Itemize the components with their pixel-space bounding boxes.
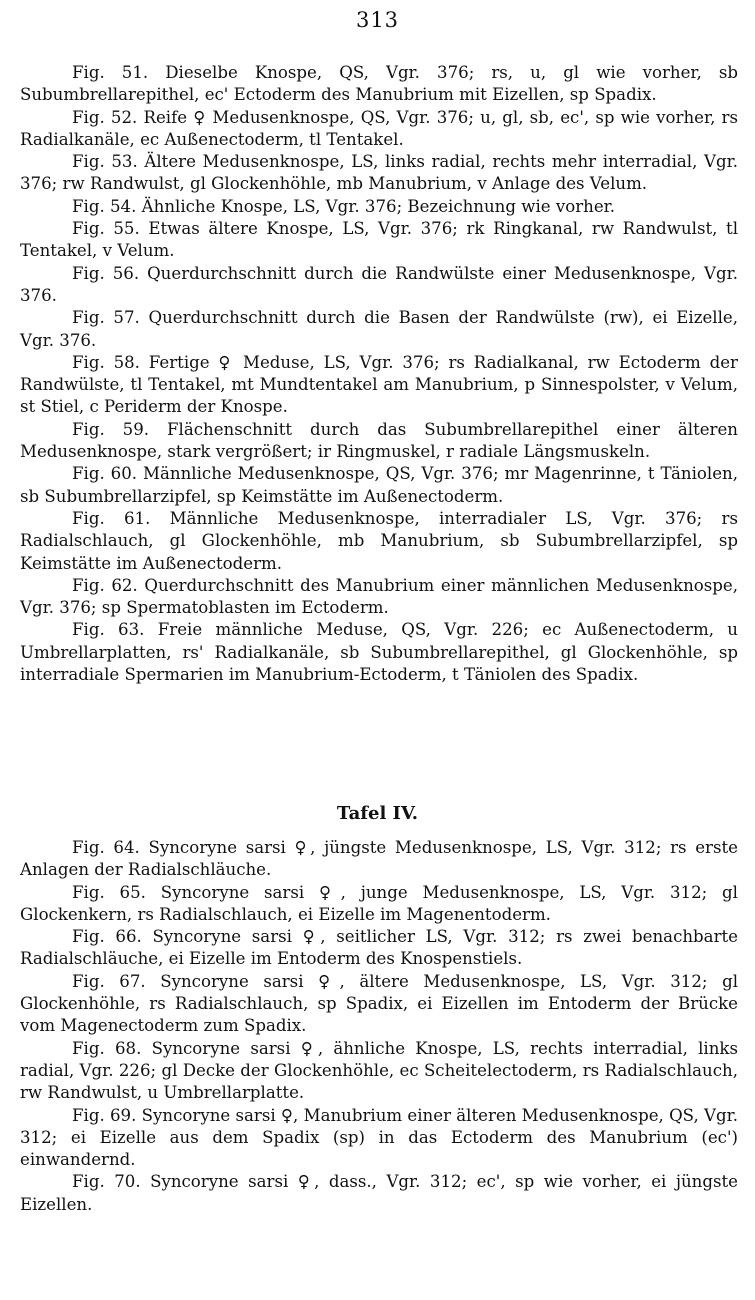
caption-fig-57: Fig. 57. Querdurchschnitt durch die Basen der Randwülste (rw), ei Eizelle, Vgr. 376. <box>20 308 738 350</box>
caption-fig-58: Fig. 58. Fertige ♀ Meduse, LS, Vgr. 376; rs Radialkanal, rw Ectoderm der Randwülste, tl Tentakel, mt Mundtentakel am Manubrium, p Sinnespolster, v Velum, st Stiel, c Periderm der Knospe. <box>20 352 738 417</box>
caption-fig-51: Fig. 51. Dieselbe Knospe, QS, Vgr. 376; rs, u, gl wie vorher, sb Subumbrellarepithel, ec' Ectoderm des Manubrium mit Eizellen, sp Spadix. <box>20 63 738 105</box>
caption-fig-59: Fig. 59. Flächenschnitt durch das Subumbrellarepithel einer älteren Medusenknospe, stark vergrößert; ir Ringmuskel, r radiale Längsmuskeln. <box>20 419 738 462</box>
caption-fig-70: Fig. 70. Syncoryne sarsi ♀, dass., Vgr. 312; ec', sp wie vorher, ei jüngste Eizellen. <box>20 1172 738 1214</box>
caption-fig-56: Fig. 56. Querdurchschnitt durch die Randwülste einer Medusenknospe, Vgr. 376. <box>20 263 738 305</box>
caption-fig-63: Fig. 63. Freie männliche Meduse, QS, Vgr. 226; ec Außenectoderm, u Umbrellarplatten, rs' Radialkanäle, sb Subumbrellarepithel, gl Glockenhöhle, sp interradiale Spermarien im Manubrium-Ectoderm, t Täniolen des Spadix. <box>20 620 738 685</box>
section-heading-tafel-4: Tafel IV. <box>336 803 419 824</box>
page-number: 313 <box>355 8 400 32</box>
caption-fig-64: Fig. 64. Syncoryne sarsi ♀, jüngste Medusenknospe, LS, Vgr. 312; rs erste Anlagen der Radialschläuche. <box>20 838 738 880</box>
caption-fig-65: Fig. 65. Syncoryne sarsi ♀, junge Medusenknospe, LS, Vgr. 312; gl Glockenkern, rs Radialschlauch, ei Eizelle im Magenentoderm. <box>20 882 738 924</box>
caption-fig-52: Fig. 52. Reife ♀ Medusenknospe, QS, Vgr. 376; u, gl, sb, ec', sp wie vorher, rs Radialkanäle, ec Außenectoderm, tl Tentakel. <box>20 107 738 149</box>
caption-fig-54: Fig. 54. Ähnliche Knospe, LS, Vgr. 376; Bezeichnung wie vorher. <box>72 196 616 216</box>
caption-fig-68: Fig. 68. Syncoryne sarsi ♀, ähnliche Knospe, LS, rechts interradial, links radial, Vgr. 226; gl Decke der Glockenhöhle, ec Scheitelectoderm, rs Radialschlauch, rw Randwulst, u Umbrellarplatte. <box>20 1038 738 1103</box>
caption-fig-66: Fig. 66. Syncoryne sarsi ♀, seitlicher LS, Vgr. 312; rs zwei benachbarte Radialschläuche, ei Eizelle im Entoderm des Knospenstiels. <box>20 927 738 969</box>
caption-fig-62: Fig. 62. Querdurchschnitt des Manubrium einer männlichen Medusenknospe, Vgr. 376; sp Spermatoblasten im Ectoderm. <box>20 575 738 618</box>
caption-fig-67: Fig. 67. Syncoryne sarsi ♀, ältere Medusenknospe, LS, Vgr. 312; gl Glockenhöhle, rs Radialschlauch, sp Spadix, ei Eizellen im Entoderm der Brücke vom Magenectoderm zum Spadix. <box>20 971 738 1036</box>
figure-captions-tafel-3 <box>20 62 738 686</box>
caption-fig-61: Fig. 61. Männliche Medusenknospe, interradialer LS, Vgr. 376; rs Radialschlauch, gl Glockenhöhle, mb Manubrium, sb Subumbrellarzipfel, sp Keimstätte im Außenectoderm. <box>20 508 738 573</box>
caption-fig-69: Fig. 69. Syncoryne sarsi ♀, Manubrium einer älteren Medusenknospe, QS, Vgr. 312; ei Eizelle aus dem Spadix (sp) in das Ectoderm des Manubrium (ec') einwandernd. <box>20 1105 738 1170</box>
caption-fig-60: Fig. 60. Männliche Medusenknospe, QS, Vgr. 376; mr Magenrinne, t Täniolen, sb Subumbrellarzipfel, sp Keimstätte im Außenectoderm. <box>20 464 738 506</box>
caption-fig-53: Fig. 53. Ältere Medusenknospe, LS, links radial, rechts mehr interradial, Vgr. 376; rw Randwulst, gl Glockenhöhle, mb Manubrium, v Anlage des Velum. <box>20 152 738 194</box>
caption-fig-55: Fig. 55. Etwas ältere Knospe, LS, Vgr. 376; rk Ringkanal, rw Randwulst, tl Tentakel, v Velum. <box>20 219 738 261</box>
figure-captions-tafel-4 <box>20 837 738 1216</box>
